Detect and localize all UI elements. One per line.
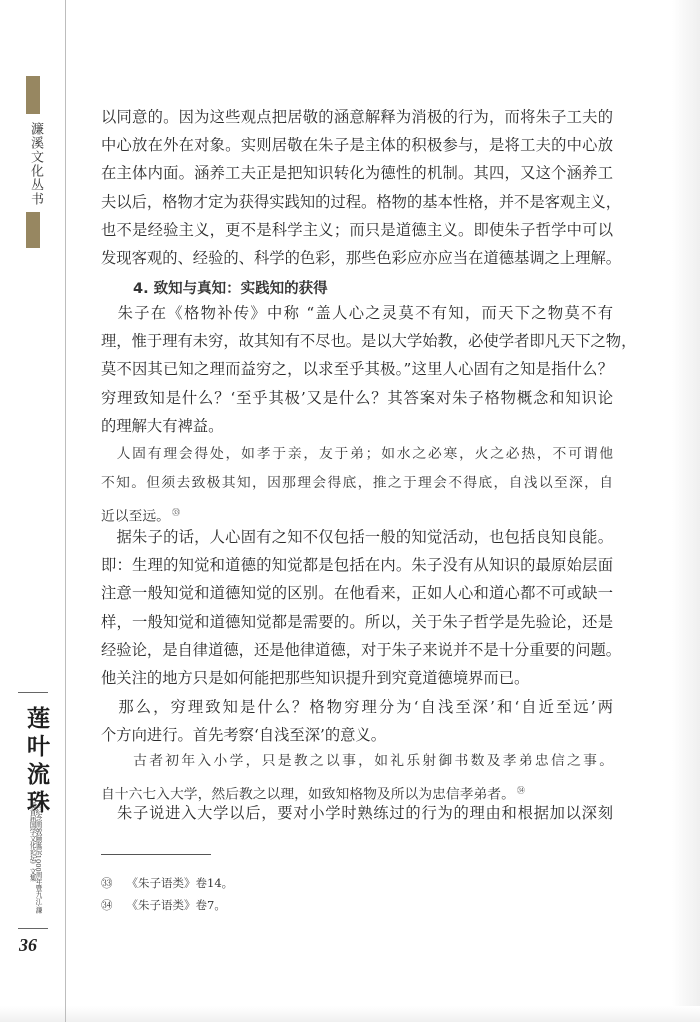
text-line: 夫以后，格物才定为获得实践知的过程。格物的基本性格，并不是客观主义，: [101, 192, 622, 211]
paragraph-5: [101, 799, 613, 827]
text-line: 注意一般知觉和道德知觉的区别。在他看来，正如人心和道心都不可或缺一: [101, 584, 613, 603]
footnote-ref[interactable]: ㉝: [171, 508, 180, 517]
footnote-text: 《朱子语类》卷7。: [126, 898, 226, 912]
quote-line: 不知。但须去致极其知，因那理会得底，推之于理会不得底，自浅以至深，自: [101, 475, 613, 491]
quote-text: 近以至远。: [101, 508, 170, 525]
footnote-33: [101, 875, 233, 891]
series-title: 濂溪文化丛书: [28, 122, 43, 206]
text-line: 发现客观的、经验的、科学的色彩，那些色彩应亦应当在道德基调之上理解。: [101, 249, 622, 268]
section-heading: 4. 致知与真知：实践知的获得: [133, 281, 328, 297]
quote-text: 自十六七入大学，然后教之以理，如致知格物及所以为忠信孝弟者。: [101, 786, 515, 803]
text-line: 那么，穷理致知是什么？格物穷理分为‘自浅至深’和‘自近至远’两: [101, 698, 613, 716]
text-line: 中心放在外在对象。实则居敬在朱子是主体的积极参与，是将工夫的中心放: [101, 136, 613, 155]
text-line: 莫不因其已知之理而益穷之，以求至乎其极。”这里人心固有之知是指什么？: [101, 360, 613, 379]
page-edge-shadow: [672, 0, 700, 1022]
text-line: 朱子说进入大学以后，要对小学时熟练过的行为的理由和根据加以深刻: [101, 804, 613, 822]
series-ornament-top: [26, 76, 40, 114]
page-number: 36: [19, 935, 37, 955]
text-line: 以同意的。因为这些观点把居敬的涵意解释为消极的行为，而将朱子工夫的: [101, 108, 613, 126]
text-line: 也不是经验主义，更不是科学主义；而只是道德主义。即使朱子哲学中可以: [101, 220, 613, 239]
paragraph-4: [101, 693, 613, 749]
footnote-number: ㉝: [101, 876, 113, 890]
footnote-34: [101, 897, 226, 913]
text-line: 的理解大有裨益。: [101, 416, 224, 435]
text-line: 样，一般知觉和道德知觉都是需要的。所以，关于朱子哲学是先验论，还是: [101, 612, 613, 631]
text-line: 据朱子的话，人心固有之知不仅包括一般的知觉活动，也包括良知良能。: [101, 528, 613, 546]
block-quote-1: [101, 440, 613, 532]
text-line: 经验论，是自律道德，还是他律道德，对于朱子来说并不是十分重要的问题。: [101, 640, 622, 659]
paragraph-2: [101, 299, 637, 440]
text-line: 穷理致知是什么？‘至乎其极’又是什么？其答案对朱子格物概念和知识论: [101, 388, 613, 407]
paragraph-1: [101, 103, 622, 272]
text-line: 理，惟于理有未穷，故其知有不尽也。是以大学始教，必使学者即凡天下之物，: [101, 332, 637, 351]
quote-line: 古者初年入小学，只是教之以事，如礼乐射御书数及孝弟忠信之事。: [101, 753, 613, 769]
brand-divider: [18, 692, 48, 693]
footnote-ref[interactable]: ㉞: [516, 786, 525, 795]
margin-divider: [65, 0, 66, 1022]
footnote-text: 《朱子语类》卷14。: [126, 876, 234, 890]
quote-line: 人固有理会得处，如孝于亲，友于弟；如水之必寒，火之必热，不可谓他: [101, 446, 613, 462]
text-line: 个方向进行。首先考察‘自浅至深’的意义。: [101, 726, 387, 745]
brand-title: 莲叶流珠: [23, 706, 50, 818]
footnote-number: ㉞: [101, 898, 113, 912]
series-ornament-bottom: [26, 212, 40, 248]
text-line: 即：生理的知觉和道德的知觉都是包括在内。朱子没有从知识的最原始层面: [101, 556, 613, 575]
page-bottom-shadow: [0, 1006, 700, 1022]
text-line: 他关注的地方只是如何能把那些知识提升到究竟道德境界而已。: [101, 669, 530, 688]
text-line: 在主体内面。涵养工夫正是把知识转化为德性的机制。其四，又这个涵养工: [101, 164, 613, 183]
paragraph-3: [101, 523, 622, 692]
text-line: 朱子在《格物补传》中称 “盖人心之灵莫不有知，而天下之物莫不有: [101, 304, 613, 322]
page-number-divider: [18, 928, 48, 929]
brand-note: 《纪念周敦颐诞辰1000周年暨九江·濂溪首届国学文化论坛》文集: [28, 802, 42, 914]
footnote-divider: [101, 854, 211, 855]
